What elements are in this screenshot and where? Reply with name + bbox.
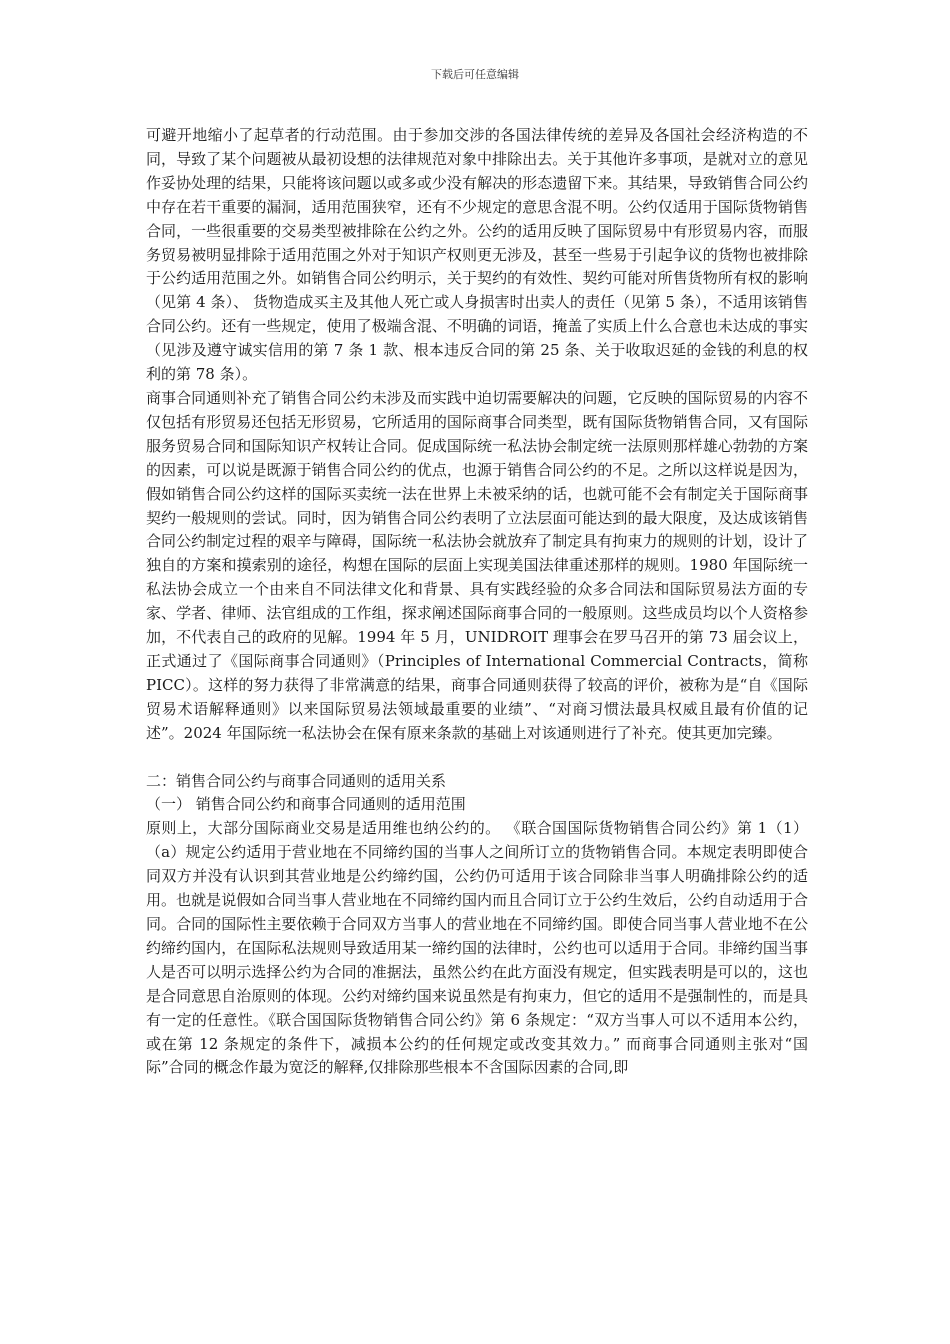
paragraph-1: 可避开地缩小了起草者的行动范围。由于参加交涉的各国法律传统的差异及各国社会经济构造的不同，导致了某个问题被从最初设想的法律规范对象中排除出去。关于其他许多事项，是就对立的意见作妥协处理的结果，只能将该问题以或多或少没有解决的形态遗留下来。其结果，导致销售合同公约中存在若干重要的漏洞，适用范围狭窄，还有不少规定的意思含混不明。公约仅适用于国际货物销售合同，一些很重要的交易类型被排除在公约之外。公约的适用反映了国际贸易中有形贸易内容，而服务贸易被明显排除于适用范围之外对于知识产权则更无涉及，甚至一些易于引起争议的货物也被排除于公约适用范围之外。如销售合同公约明示，关于契约的有效性、契约可能对所售货物所有权的影响（见第 4 条）、 货物造成买主及其他人死亡或人身损害时出卖人的责任（见第 5 条），不适用该销售合同公约。还有一些规定，使用了极端含混、不明确的词语，掩盖了实质上什么合意也未达成的事实（见涉及遵守诚实信用的第 7 条 1 款、根本违反合同的第 25 条、关于收取迟延的金钱的利息的权利的第 78 条）。 [146,126,808,384]
document-body [146,124,808,1080]
section-heading: 二：销售合同公约与商事合同通则的适用关系 [146,771,447,790]
paragraph-3: 原则上，大部分国际商业交易是适用维也纳公约的。 《联合国国际货物销售合同公约》第 1（1）（a）规定公约适用于营业地在不同缔约国的当事人之间所订立的货物销售合同。本规定表明即使合同双方并没有认识到其营业地是公约缔约国，公约仍可适用于该合同除非当事人明确排除公约的适用。也就是说假如合同当事人营业地在不同缔约国内而且合同订立于公约生效后，公约自动适用于合同。合同的国际性主要依赖于合同双方当事人的营业地在不同缔约国。即使合同当事人营业地不在公约缔约国内，在国际私法规则导致适用某一缔约国的法律时，公约也可以适用于合同。非缔约国当事人是否可以明示选择公约为合同的准据法，虽然公约在此方面没有规定，但实践表明是可以的，这也是合同意思自治原则的体现。公约对缔约国来说虽然是有拘束力，但它的适用不是强制性的，而是具有一定的任意性。《联合国国际货物销售合同公约》第 6 条规定：“双方当事人可以不适用本公约，或在第 12 条规定的条件下，减损本公约的任何规定或改变其效力。” 而商事合同通则主张对“国际”合同的概念作最为宽泛的解释,仅排除那些根本不含国际因素的合同,即 [146,819,808,1077]
page-header: 下载后可任意编辑 [431,68,519,81]
section-spacer [146,746,808,770]
subsection-heading: （一） 销售合同公约和商事合同通则的适用范围 [146,795,466,814]
paragraph-2: 商事合同通则补充了销售合同公约未涉及而实践中迫切需要解决的问题，它反映的国际贸易的内容不仅包括有形贸易还包括无形贸易，它所适用的国际商事合同类型，既有国际货物销售合同，又有国际服务贸易合同和国际知识产权转让合同。促成国际统一私法协会制定统一法原则那样雄心勃勃的方案的因素，可以说是既源于销售合同公约的优点，也源于销售合同公约的不足。之所以这样说是因为，假如销售合同公约这样的国际买卖统一法在世界上未被采纳的话，也就可能不会有制定关于国际商事契约一般规则的尝试。同时，因为销售合同公约表明了立法层面可能达到的最大限度，及达成该销售合同公约制定过程的艰辛与障碍，国际统一私法协会就放弃了制定具有拘束力的规则的计划，设计了独自的方案和摸索别的途径，构想在国际的层面上实现美国法律重述那样的规则。1980 年国际统一私法协会成立一个由来自不同法律文化和背景、具有实践经验的众多合同法和国际贸易法方面的专家、学者、律师、法官组成的工作组，探求阐述国际商事合同的一般原则。这些成员均以个人资格参加，不代表自己的政府的见解。1994 年 5 月，UNIDROIT 理事会在罗马召开的第 73 届会议上，正式通过了《国际商事合同通则》（Principles of International Commercial Contracts，简称 PICC）。这样的努力获得了非常满意的结果，商事合同通则获得了较高的评价，被称为是“自《国际贸易术语解释通则》以来国际贸易法领域最重要的业绩”、“对商习惯法最具权威且最有价值的记述”。2024 年国际统一私法协会在保有原来条款的基础上对该通则进行了补充。使其更加完臻。 [146,388,808,742]
